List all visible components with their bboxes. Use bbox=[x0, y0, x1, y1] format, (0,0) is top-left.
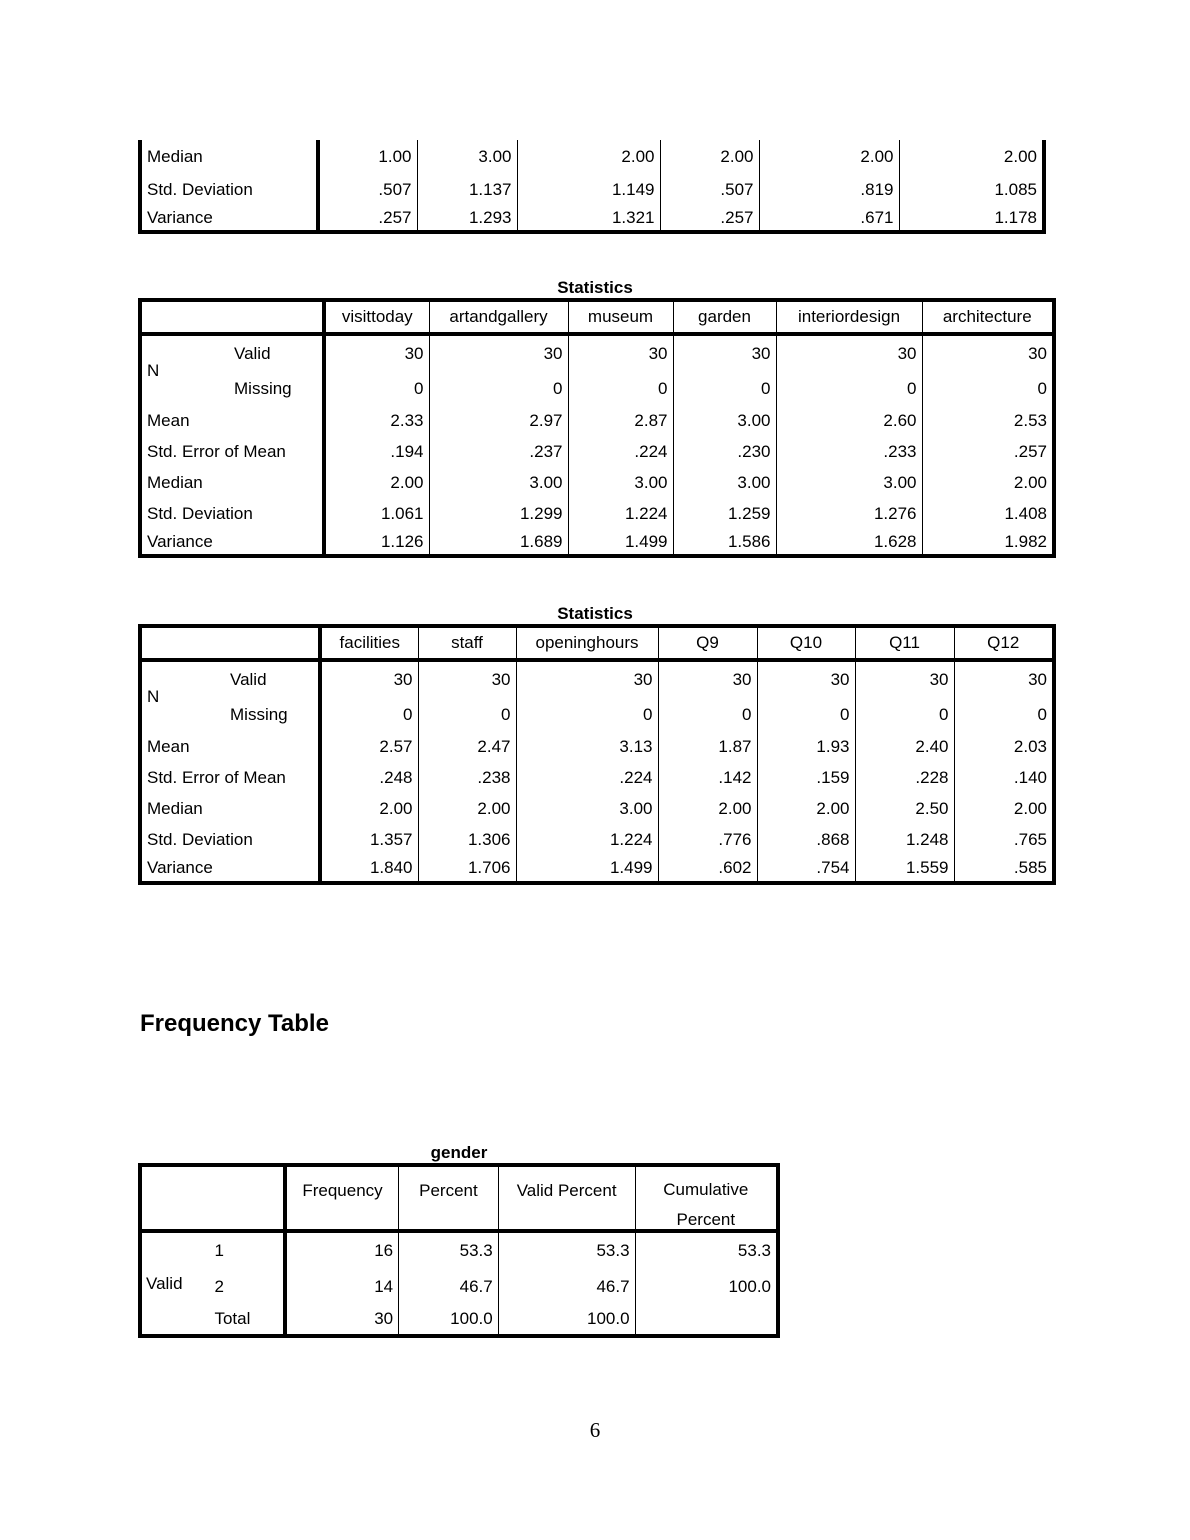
table-cell: 1.00 bbox=[318, 140, 417, 174]
column-header: Frequency bbox=[285, 1165, 399, 1231]
table-cell: 0 bbox=[418, 698, 516, 731]
table-cell: .671 bbox=[759, 205, 899, 232]
table-cell: .507 bbox=[318, 174, 417, 205]
column-header: openinghours bbox=[516, 626, 658, 660]
table-cell: 1.137 bbox=[417, 174, 517, 205]
row-label: Std. Deviation bbox=[140, 824, 320, 855]
table-cell: 2.00 bbox=[1013, 798, 1047, 818]
row-label: 1 bbox=[212, 1231, 284, 1269]
table-cell: 2.53 bbox=[1013, 410, 1047, 430]
column-header: Q10 bbox=[757, 626, 855, 660]
row-label: Std. Deviation bbox=[140, 174, 318, 205]
corner-cell bbox=[140, 1165, 285, 1231]
column-header: visittoday bbox=[324, 300, 429, 334]
table-cell: 3.00 bbox=[417, 140, 517, 174]
table-cell: 1.689 bbox=[429, 529, 568, 556]
table-cell: 53.3 bbox=[498, 1231, 635, 1269]
table-cell: .585 bbox=[1013, 858, 1047, 877]
table-cell: 1.840 bbox=[320, 855, 418, 883]
table-cell: .257 bbox=[660, 205, 759, 232]
missing-label: Missing bbox=[228, 698, 320, 731]
column-header: facilities bbox=[320, 626, 418, 660]
column-header: Q12 bbox=[987, 633, 1020, 652]
corner-cell bbox=[140, 626, 320, 660]
valid-label: Valid bbox=[232, 334, 324, 372]
column-header-line: Cumulative bbox=[663, 1180, 749, 1199]
table-cell: 0 bbox=[776, 372, 922, 405]
column-header: interiordesign bbox=[776, 300, 922, 334]
column-header-cumulative bbox=[635, 1165, 778, 1231]
table-cell: 0 bbox=[429, 372, 568, 405]
table-cell: .248 bbox=[320, 762, 418, 793]
table-cell: .159 bbox=[757, 762, 855, 793]
column-header: museum bbox=[568, 300, 673, 334]
table-cell: 53.3 bbox=[399, 1231, 499, 1269]
table-cell: 2.00 bbox=[320, 793, 418, 824]
statistics-table-2 bbox=[138, 624, 1056, 885]
table-cell: 30 bbox=[1028, 344, 1047, 363]
group-label: Valid bbox=[146, 1273, 183, 1293]
table-cell: 3.00 bbox=[776, 467, 922, 498]
n-label: N bbox=[147, 686, 160, 706]
table-cell: 30 bbox=[658, 660, 757, 698]
corner-cell bbox=[140, 300, 324, 334]
table-cell: .224 bbox=[516, 762, 658, 793]
table-cell: 0 bbox=[1037, 704, 1047, 724]
table-cell: 2.00 bbox=[324, 467, 429, 498]
table-cell: 30 bbox=[285, 1304, 399, 1336]
missing-label: Missing bbox=[232, 372, 324, 405]
column-header-line: Percent bbox=[676, 1210, 736, 1229]
table-cell: 1.87 bbox=[658, 731, 757, 762]
table-cell: 2.03 bbox=[1013, 736, 1047, 756]
table-cell: .237 bbox=[429, 436, 568, 467]
table-cell: 1.408 bbox=[1004, 503, 1047, 523]
table-cell: 0 bbox=[1037, 378, 1047, 398]
table-cell: 2.40 bbox=[855, 731, 954, 762]
table-cell: 30 bbox=[776, 334, 922, 372]
table-cell: 2.00 bbox=[517, 140, 660, 174]
table-cell: 30 bbox=[418, 660, 516, 698]
table-cell: 1.628 bbox=[776, 529, 922, 556]
row-label: Median bbox=[140, 467, 324, 498]
n-label: N bbox=[147, 360, 160, 380]
table-cell: 1.706 bbox=[418, 855, 516, 883]
row-label: Variance bbox=[140, 529, 324, 556]
table-cell: 2.87 bbox=[568, 405, 673, 436]
table-cell: .257 bbox=[1013, 441, 1047, 461]
table-cell: 2.00 bbox=[757, 793, 855, 824]
table-cell: 1.306 bbox=[418, 824, 516, 855]
table-cell bbox=[635, 1304, 778, 1336]
table-cell: 2.00 bbox=[658, 793, 757, 824]
table-cell: .819 bbox=[759, 174, 899, 205]
table-cell: 2.50 bbox=[855, 793, 954, 824]
table-cell: .507 bbox=[660, 174, 759, 205]
table-cell: .142 bbox=[658, 762, 757, 793]
statistics-table-1 bbox=[138, 298, 1056, 558]
row-label: 2 bbox=[212, 1269, 284, 1304]
table-cell: 3.00 bbox=[516, 793, 658, 824]
table-cell: .602 bbox=[658, 855, 757, 883]
table-cell: 1.224 bbox=[516, 824, 658, 855]
table-cell: 2.97 bbox=[429, 405, 568, 436]
table-cell: .754 bbox=[757, 855, 855, 883]
table-cell: 1.126 bbox=[324, 529, 429, 556]
table-cell: 1.499 bbox=[516, 855, 658, 883]
table-cell: .140 bbox=[1013, 767, 1047, 787]
table-cell: .233 bbox=[776, 436, 922, 467]
column-header: architecture bbox=[942, 307, 1032, 326]
column-header: garden bbox=[673, 300, 776, 334]
table-cell: 0 bbox=[673, 372, 776, 405]
table-cell: 2.60 bbox=[776, 405, 922, 436]
table-cell: 2.57 bbox=[320, 731, 418, 762]
partial-statistics-table bbox=[138, 140, 1046, 234]
table-cell: 1.248 bbox=[855, 824, 954, 855]
table-cell: 3.00 bbox=[673, 405, 776, 436]
table-cell: 100.0 bbox=[498, 1304, 635, 1336]
table-cell: 1.357 bbox=[320, 824, 418, 855]
table-cell: 1.224 bbox=[568, 498, 673, 529]
table-cell: 0 bbox=[757, 698, 855, 731]
valid-label: Valid bbox=[228, 660, 320, 698]
table-cell: .257 bbox=[318, 205, 417, 232]
row-label: Mean bbox=[140, 405, 324, 436]
table-cell: 1.299 bbox=[429, 498, 568, 529]
table-cell: 1.061 bbox=[324, 498, 429, 529]
table-cell: 16 bbox=[285, 1231, 399, 1269]
table-cell: .224 bbox=[568, 436, 673, 467]
table-cell: 100.0 bbox=[728, 1276, 771, 1296]
column-header: Q9 bbox=[658, 626, 757, 660]
row-label: Variance bbox=[140, 855, 320, 883]
table-cell: 0 bbox=[324, 372, 429, 405]
table-cell: .238 bbox=[418, 762, 516, 793]
table-cell: 30 bbox=[568, 334, 673, 372]
table-cell: 2.00 bbox=[1003, 147, 1037, 166]
table-cell: 0 bbox=[658, 698, 757, 731]
table-cell: 2.00 bbox=[759, 140, 899, 174]
row-label: Total bbox=[212, 1304, 284, 1336]
table-cell: .230 bbox=[673, 436, 776, 467]
column-header: artandgallery bbox=[429, 300, 568, 334]
table-cell: 2.00 bbox=[660, 140, 759, 174]
column-header: staff bbox=[418, 626, 516, 660]
table-cell: 30 bbox=[673, 334, 776, 372]
gender-frequency-table bbox=[138, 1163, 780, 1338]
table-cell: .776 bbox=[658, 824, 757, 855]
table-cell: 1.085 bbox=[994, 179, 1037, 199]
table-cell: 1.93 bbox=[757, 731, 855, 762]
table-cell: 2.47 bbox=[418, 731, 516, 762]
table-cell: 0 bbox=[320, 698, 418, 731]
column-header: Valid Percent bbox=[498, 1165, 635, 1231]
table-cell: 1.293 bbox=[417, 205, 517, 232]
table-cell: 3.00 bbox=[673, 467, 776, 498]
table-cell: .194 bbox=[324, 436, 429, 467]
table-cell: 100.0 bbox=[399, 1304, 499, 1336]
row-label: Std. Error of Mean bbox=[140, 762, 320, 793]
table-caption: Statistics bbox=[557, 604, 633, 623]
table-cell: 3.00 bbox=[429, 467, 568, 498]
table-cell: 30 bbox=[516, 660, 658, 698]
table-cell: 1.178 bbox=[994, 207, 1037, 227]
table-cell: 30 bbox=[855, 660, 954, 698]
table-cell: 3.00 bbox=[568, 467, 673, 498]
table-caption: Statistics bbox=[557, 278, 633, 297]
table-cell: 1.982 bbox=[1004, 531, 1047, 551]
page-number: 6 bbox=[589, 1418, 601, 1442]
table-caption: gender bbox=[430, 1143, 488, 1162]
table-cell: 46.7 bbox=[498, 1269, 635, 1304]
table-cell: 2.00 bbox=[418, 793, 516, 824]
section-title: Frequency Table bbox=[140, 1010, 329, 1037]
table-cell: 1.259 bbox=[673, 498, 776, 529]
table-cell: 3.13 bbox=[516, 731, 658, 762]
row-label: Std. Deviation bbox=[140, 498, 324, 529]
row-label: Mean bbox=[140, 731, 320, 762]
table-cell: 30 bbox=[320, 660, 418, 698]
table-cell: 1.321 bbox=[517, 205, 660, 232]
row-label: Median bbox=[140, 793, 320, 824]
table-cell: 46.7 bbox=[399, 1269, 499, 1304]
table-cell: 30 bbox=[1028, 670, 1047, 689]
table-cell: 1.559 bbox=[855, 855, 954, 883]
row-label: Variance bbox=[140, 205, 318, 232]
table-cell: .868 bbox=[757, 824, 855, 855]
table-cell: 1.276 bbox=[776, 498, 922, 529]
row-label: Std. Error of Mean bbox=[140, 436, 324, 467]
table-cell: 0 bbox=[568, 372, 673, 405]
table-cell: 30 bbox=[324, 334, 429, 372]
column-header: Q11 bbox=[855, 626, 954, 660]
table-cell: 53.3 bbox=[737, 1241, 771, 1260]
table-cell: 1.149 bbox=[517, 174, 660, 205]
table-cell: 30 bbox=[429, 334, 568, 372]
column-header: Percent bbox=[399, 1165, 499, 1231]
table-cell: 0 bbox=[855, 698, 954, 731]
table-cell: .765 bbox=[1013, 829, 1047, 849]
table-cell: 30 bbox=[757, 660, 855, 698]
table-cell: 2.00 bbox=[1013, 472, 1047, 492]
table-cell: 1.499 bbox=[568, 529, 673, 556]
table-cell: 2.33 bbox=[324, 405, 429, 436]
table-cell: 14 bbox=[285, 1269, 399, 1304]
table-cell: .228 bbox=[855, 762, 954, 793]
row-label: Median bbox=[140, 140, 318, 174]
table-cell: 0 bbox=[516, 698, 658, 731]
table-cell: 1.586 bbox=[673, 529, 776, 556]
